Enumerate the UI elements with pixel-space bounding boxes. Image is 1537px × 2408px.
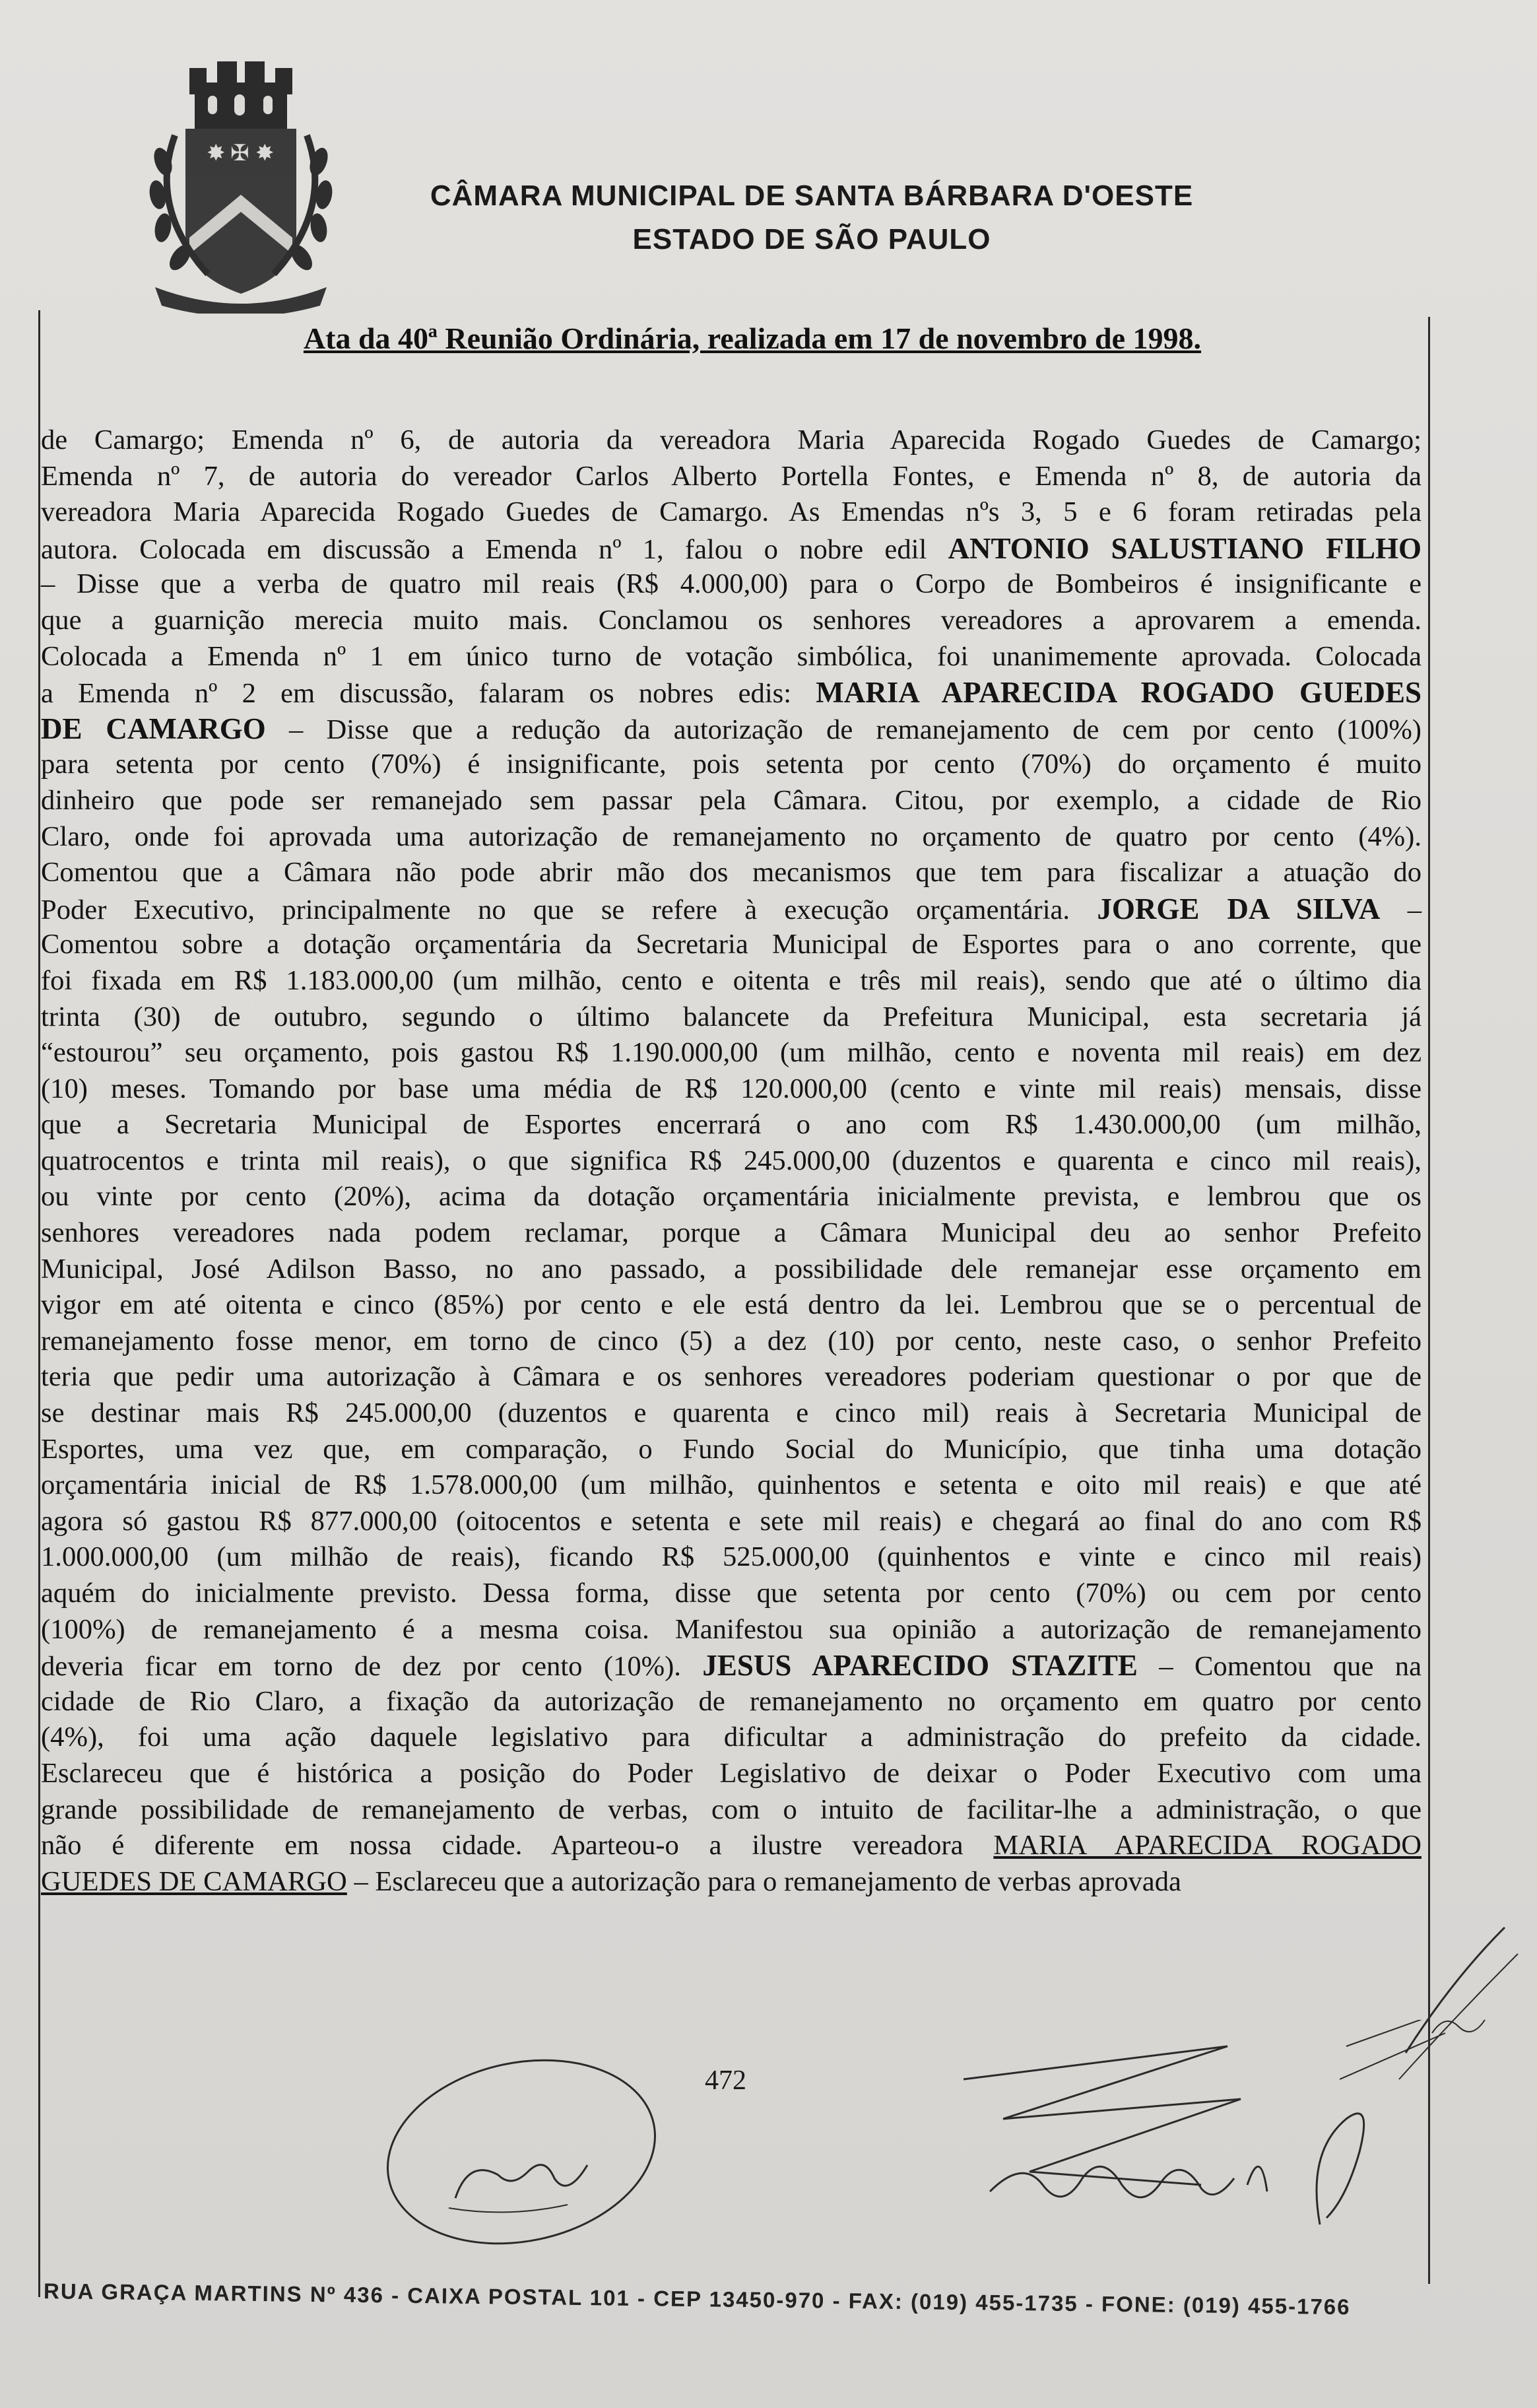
body-text-segment: foi fixada em R$ 1.183.000,00 (um milhão, cento e oitenta e três mil reais), sendo que até o último dia (41, 964, 1422, 996)
body-line (41, 819, 1422, 855)
body-text-segment: grande possibilidade de remanejamento de verbas, com o intuito de facilitar-lhe a administração, o que (41, 1793, 1422, 1825)
speaker-name: JESUS APARECIDO STAZITE (702, 1649, 1138, 1683)
body-line (41, 891, 1422, 927)
page-number: 472 (705, 2065, 746, 2096)
svg-text:✸: ✸ (255, 140, 275, 166)
body-line (41, 1467, 1422, 1504)
body-line (41, 1252, 1422, 1288)
body-line (41, 1143, 1422, 1180)
body-text-segment: para setenta por cento (70%) é insignificante, pois setenta por cento (70%) do orçamento é muito (41, 749, 1422, 780)
body-text-segment: trinta (30) de outubro, segundo o último balancete da Prefeitura Municipal, esta secretaria já (41, 1001, 1422, 1032)
body-line (41, 1648, 1422, 1684)
body-text-segment: Comentou que a Câmara não pode abrir mão dos mecanismos que tem para fiscalizar a atuação do (41, 857, 1422, 888)
body-text-segment: (100%) de remanejamento é a mesma coisa. Manifestou sua opinião a autorização de remanejamento (41, 1613, 1422, 1645)
body-line (41, 1287, 1422, 1323)
body-text-segment: orçamentária inicial de R$ 1.578.000,00 (um milhão, quinhentos e setenta e oito mil reais) e que até (41, 1469, 1422, 1501)
body-text-segment: a Emenda nº 2 em discussão, falaram os nobres edis: (41, 678, 816, 710)
body-line (41, 639, 1422, 675)
body-line (41, 1539, 1422, 1576)
underlined-name: GUEDES DE CAMARGO (41, 1865, 347, 1897)
body-text-segment: Claro, onde foi aprovada uma autorização de remanejamento no orçamento de quatro por cento (4%). (41, 820, 1422, 852)
svg-text:✸: ✸ (207, 140, 226, 166)
body-text-segment: deveria ficar em torno de dez por cento (10%). (41, 1651, 703, 1683)
speaker-name: MARIA APARECIDA ROGADO GUEDES (816, 676, 1422, 710)
body-line (41, 1828, 1422, 1864)
body-text-segment: Comentou sobre a dotação orçamentária da Secretaria Municipal de Esportes para o ano corrente, que (41, 929, 1422, 960)
body-text-segment: – Esclareceu que a autorização para o remanejamento de verbas aprovada (346, 1865, 1181, 1897)
left-margin-rule (38, 310, 40, 2297)
body-line (41, 927, 1422, 963)
body-text-segment: Municipal, José Adilson Basso, no ano passado, a possibilidade dele remanejar esse orçamento em (41, 1253, 1422, 1285)
body-text-segment: cidade de Rio Claro, a fixação da autorização de remanejamento no orçamento em quatro por cento (41, 1685, 1422, 1717)
underlined-name: MARIA APARECIDA ROGADO (993, 1830, 1422, 1861)
speaker-name: ANTONIO SALUSTIANO FILHO (948, 531, 1422, 565)
body-line (41, 1612, 1422, 1648)
signature-right (950, 2020, 1452, 2244)
body-text-segment: – Comentou que na (1137, 1651, 1422, 1683)
body-text-segment: vereadora Maria Aparecida Rogado Guedes de Camargo. As Emendas nºs 3, 5 e 6 foram retiradas pela (41, 496, 1422, 528)
speaker-name: DE CAMARGO (41, 712, 266, 745)
header-title: CÂMARA MUNICIPAL DE SANTA BÁRBARA D'OESTE (430, 180, 1194, 212)
body-line (41, 1179, 1422, 1215)
signature-circle-left (356, 2040, 700, 2251)
body-text-segment: que a Secretaria Municipal de Esportes encerrará o ano com R$ 1.430.000,00 (um milhão, (41, 1109, 1422, 1141)
body-text-segment: senhores vereadores nada podem reclamar, porque a Câmara Municipal deu ao senhor Prefeito (41, 1217, 1422, 1249)
body-text-segment: quatrocentos e trinta mil reais), o que significa R$ 245.000,00 (duzentos e quarenta e cinco mil reais), (41, 1145, 1422, 1176)
body-line (41, 711, 1422, 747)
body-text-segment: de Camargo; Emenda nº 6, de autoria da vereadora Maria Aparecida Rogado Guedes de Camargo; (41, 424, 1422, 455)
body-line (41, 1756, 1422, 1792)
body-line (41, 675, 1422, 711)
body-text-segment: se destinar mais R$ 245.000,00 (duzentos e quarenta e cinco mil) reais à Secretaria Municipal de (41, 1397, 1422, 1429)
body-line (41, 999, 1422, 1036)
signature-margin (1392, 1914, 1524, 2112)
body-line (41, 603, 1422, 639)
body-text-segment: (10) meses. Tomando por base uma média de R$ 120.000,00 (cento e vinte mil reais) mensais, disse (41, 1073, 1422, 1104)
body-line (41, 1576, 1422, 1612)
body-line (41, 531, 1422, 567)
body-text-segment: agora só gastou R$ 877.000,00 (oitocentos e setenta e sete mil reais) e chegará ao final do ano com R$ (41, 1505, 1422, 1537)
body-line (41, 1035, 1422, 1071)
body-line (41, 1432, 1422, 1468)
body-line (41, 1323, 1422, 1360)
body-text-segment: Colocada a Emenda nº 1 em único turno de votação simbólica, foi unanimemente aprovada. Colocada (41, 640, 1422, 672)
body-text-segment: teria que pedir uma autorização à Câmara e os senhores vereadores poderiam questionar o por que de (41, 1361, 1422, 1393)
body-line (41, 1215, 1422, 1252)
body-text-segment: não é diferente em nossa cidade. Aparteou-o a ilustre vereadora (41, 1830, 994, 1861)
body-line (41, 1792, 1422, 1828)
minutes-title: Ata da 40ª Reunião Ordinária, realizada em 17 de novembro de 1998. (303, 321, 1202, 355)
body-line (41, 1684, 1422, 1720)
body-text-segment: dinheiro que pode ser remanejado sem passar pela Câmara. Citou, por exemplo, a cidade de Rio (41, 784, 1422, 816)
body-line (41, 566, 1422, 603)
body-text-segment: “estourou” seu orçamento, pois gastou R$ 1.190.000,00 (um milhão, cento e noventa mil reais) em dez (41, 1037, 1422, 1069)
body-text-segment: (4%), foi uma ação daquele legislativo para dificultar a administração do prefeito da cidade. (41, 1722, 1422, 1753)
body-text-segment: vigor em até oitenta e cinco (85%) por cento e ele está dentro da lei. Lembrou que se o percentual de (41, 1289, 1422, 1321)
body-text-segment: que a guarnição merecia muito mais. Conclamou os senhores vereadores a aprovarem a emenda. (41, 604, 1422, 636)
body-text-segment: Esportes, uma vez que, em comparação, o Fundo Social do Município, que tinha uma dotação (41, 1433, 1422, 1465)
body-text-segment: Poder Executivo, principalmente no que se refere à execução orçamentária. (41, 894, 1097, 925)
body-line (41, 422, 1422, 459)
body-line (41, 1720, 1422, 1756)
body-text-segment: remanejamento fosse menor, em torno de cinco (5) a dez (10) por cento, neste caso, o senhor Prefeito (41, 1325, 1422, 1356)
body-text-segment: – Disse que a verba de quatro mil reais (R$ 4.000,00) para o Corpo de Bombeiros é insignificante e (41, 568, 1422, 600)
svg-text:✠: ✠ (230, 140, 249, 166)
body-line (41, 1359, 1422, 1395)
body-line (41, 1395, 1422, 1432)
body-text-segment: – (1380, 894, 1422, 925)
body-text-segment: ou vinte por cento (20%), acima da dotação orçamentária inicialmente prevista, e lembrou que os (41, 1181, 1422, 1213)
body-line (41, 1504, 1422, 1540)
body-text-segment: – Disse que a redução da autorização de remanejamento de cem por cento (100%) (265, 714, 1422, 745)
body-text-segment: Emenda nº 7, de autoria do vereador Carlos Alberto Portella Fontes, e Emenda nº 8, de autoria da (41, 460, 1422, 492)
body-line (41, 494, 1422, 531)
body-text-segment: autora. Colocada em discussão a Emenda nº 1, falou o nobre edil (41, 533, 948, 565)
body-line (41, 1107, 1422, 1143)
speaker-name: JORGE DA SILVA (1097, 892, 1381, 925)
body-text-segment: 1.000.000,00 (um milhão de reais), ficando R$ 525.000,00 (quinhentos e vinte e cinco mil reais) (41, 1541, 1422, 1573)
body-line (41, 783, 1422, 819)
body-text-segment: Esclareceu que é histórica a posição do Poder Legislativo de deixar o Poder Executivo com uma (41, 1757, 1422, 1789)
body-line (41, 1071, 1422, 1108)
body-line (41, 963, 1422, 999)
body-line (41, 747, 1422, 783)
minutes-body (41, 422, 1422, 1900)
body-line (41, 1864, 1422, 1900)
footer-address: RUA GRAÇA MARTINS Nº 436 - CAIXA POSTAL 101 - CEP 13450-970 - FAX: (019) 455-1735 - FONE: (019) 455-1766 (43, 2279, 1351, 2320)
body-line (41, 459, 1422, 495)
body-line (41, 855, 1422, 891)
header-subtitle: ESTADO DE SÃO PAULO (632, 223, 991, 255)
body-text-segment: aquém do inicialmente previsto. Dessa forma, disse que setenta por cento (70%) ou cem por cento (41, 1578, 1422, 1609)
